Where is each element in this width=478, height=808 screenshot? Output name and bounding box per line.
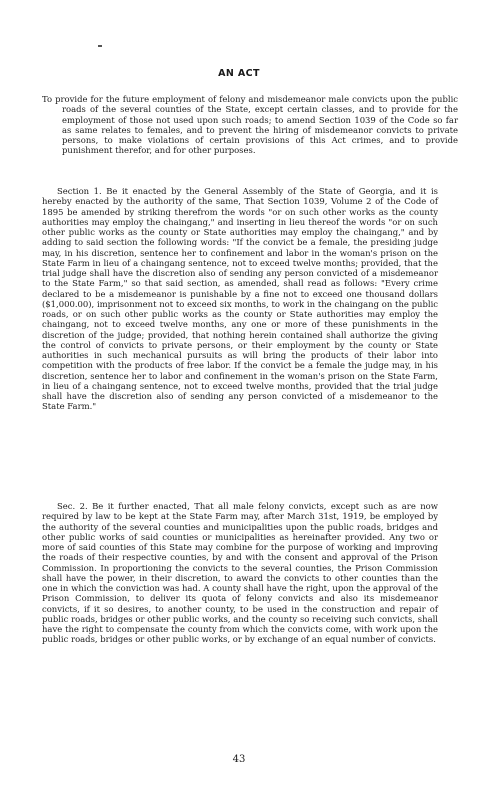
page-number: 43 [232, 754, 246, 765]
act-preamble: To provide for the future employment of felony and misdemeanor male convicts upon the public roads of the several counties of the State, except certain classes, and to provide for the employment of those not used upon such roads; to amend Section 1039 of the Code so far as same relates to females, and to prevent the hiring of misdemeanor convicts to private persons, to make violations of certain provisions of this Act crimes, and to provide punishment therefor, and for other purposes. [42, 94, 458, 156]
margin-mark [98, 45, 102, 47]
section-2-paragraph: Sec. 2. Be it further enacted, That all male felony convicts, except such as are now required by law to be kept at the State Farm may, after March 31st, 1919, be employed by the authority of the several counties and municipalities upon the public roads, bridges and other public works of said counties or municipalities as hereinafter provided. Any two or more of said counties of this State may combine for the purpose of working and improving the roads of their respective counties, by and with the consent and approval of the Prison Commission. In proportioning the convicts to the several counties, the Prison Commission shall have the power, in their discretion, to award the convicts to other counties than the one in which the conviction was had. A county shall have the right, upon the approval of the Prison Commission, to deliver its quota of felony convicts and also its misdemeanor convicts, if it so desires, to another county, to be used in the construction and repair of public roads, bridges or other public works, and the county so receiving such convicts, shall have the right to compensate the county from which the convicts come, with work upon the public roads, bridges or other public works, or by exchange of an equal number of convicts. [42, 501, 438, 645]
act-heading: AN ACT [218, 68, 260, 79]
section-1-paragraph: Section 1. Be it enacted by the General Assembly of the State of Georgia, and it is hereby enacted by the authority of the same, That Section 1039, Volume 2 of the Code of 1895 be amended by striking therefrom the words "or on such other works as the county authorities may employ the chaingang," and inserting in lieu thereof the words "or on such other public works as the county or State authorities may employ the chaingang," and by adding to said section the following words: "If the convict be a female, the presiding judge may, in his discretion, sentence her to confinement and labor in the woman's prison on the State Farm in lieu of a chaingang sentence, not to exceed twelve months; provided, that the trial judge shall have the discretion also of sending any person convicted of a misdemeanor to the State Farm," so that said section, as amended, shall read as follows: "Every crime declared to be a misdemeanor is punishable by a fine not to exceed one thousand dollars ($1,000.00), imprisonment not to exceed six months, to work in the chaingang on the public roads, or on such other public works as the county or State authorities may employ the chaingang, not to exceed twelve months, any one or more of these punishments in the discretion of the judge; provided, that nothing herein contained shall authorize the giving the control of convicts to private persons, or their employment by the county or State authorities in such mechanical pursuits as will bring the products of their labor into competition with the products of free labor. If the convict be a female the judge may, in his discretion, sentence her to labor and confinement in the woman's prison on the State Farm, in lieu of a chaingang sentence, not to exceed twelve months, provided that the trial judge shall have the discretion also of sending any person convicted of a misdemeanor to the State Farm." [42, 186, 438, 412]
